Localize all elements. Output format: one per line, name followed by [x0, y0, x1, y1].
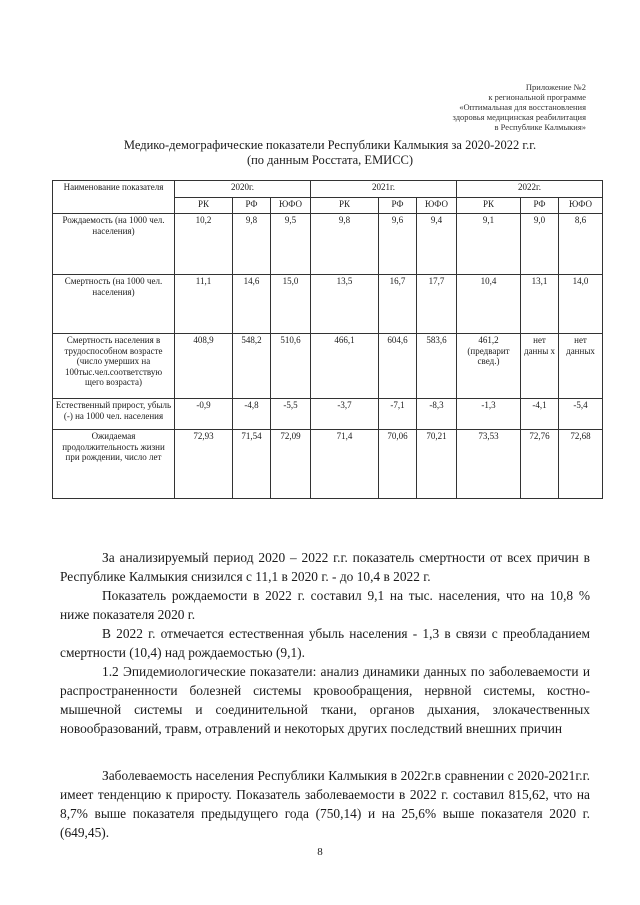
table-cell: 14,0: [559, 275, 603, 334]
table-cell: 11,1: [175, 275, 233, 334]
year-header: 2022г.: [457, 181, 603, 198]
row-label: Ожидаемая продолжительность жизни при рождении, число лет: [53, 430, 175, 499]
table-cell: 13,1: [521, 275, 559, 334]
title-subline: (по данным Росстата, ЕМИСС): [246, 153, 414, 167]
table-cell: 583,6: [417, 334, 457, 399]
paragraph: Заболеваемость населения Республики Калмыкия в 2022г.в сравнении с 2020-2021г.г. имеет тенденцию к приросту. Показатель заболеваемости в 2022 г. составил 815,62, что на 8,7% выше показателя предыдущего года (750,14) и на 25,6% выше показателя 2020 г. (649,45).: [60, 768, 590, 840]
row-label: Смертность населения в трудоспособном возрасте (число умерших на 100тыс.чел.соответствую щего возраста): [53, 334, 175, 399]
row-label: Рождаемость (на 1000 чел. населения): [53, 214, 175, 275]
year-header: 2021г.: [311, 181, 457, 198]
morbidity-text: [60, 766, 590, 842]
paragraph: Показатель рождаемости в 2022 г. составил 9,1 на тыс. населения, что на 10,8 % ниже показателя 2020 г.: [60, 588, 590, 622]
table-cell: 408,9: [175, 334, 233, 399]
table-cell: 9,5: [271, 214, 311, 275]
indicator-header: Наименование показателя: [53, 181, 175, 214]
table-cell: 73,53: [457, 430, 521, 499]
table-cell: 9,8: [233, 214, 271, 275]
region-header: РФ: [379, 198, 417, 214]
table-cell: 466,1: [311, 334, 379, 399]
region-header: ЮФО: [559, 198, 603, 214]
table-cell: 604,6: [379, 334, 417, 399]
row-label: Естественный прирост, убыль (-) на 1000 чел. населения: [53, 399, 175, 430]
table-cell: -5,5: [271, 399, 311, 430]
table-cell: 8,6: [559, 214, 603, 275]
table-cell: 10,4: [457, 275, 521, 334]
page-number: 8: [317, 846, 323, 858]
table-cell: 16,7: [379, 275, 417, 334]
table-cell: 9,0: [521, 214, 559, 275]
table-cell: 72,76: [521, 430, 559, 499]
appendix-note: [356, 82, 586, 132]
table-cell: 72,68: [559, 430, 603, 499]
region-header: РК: [311, 198, 379, 214]
table-cell: 72,93: [175, 430, 233, 499]
appendix-line: здоровья медицинская реабилитация: [452, 112, 586, 122]
document-title: [60, 138, 600, 168]
table-row: [53, 399, 603, 430]
demographic-table: [52, 180, 603, 499]
appendix-line: в Республике Калмыкия»: [494, 122, 586, 132]
table-cell: 548,2: [233, 334, 271, 399]
analysis-text: [60, 548, 590, 738]
table-cell: 15,0: [271, 275, 311, 334]
table-cell: 10,2: [175, 214, 233, 275]
table-row: [53, 275, 603, 334]
appendix-line: «Оптимальная для восстановления: [459, 102, 586, 112]
table-cell: 9,4: [417, 214, 457, 275]
year-header: 2020г.: [175, 181, 311, 198]
region-header: ЮФО: [271, 198, 311, 214]
region-header: ЮФО: [417, 198, 457, 214]
table-cell: -4,1: [521, 399, 559, 430]
table-cell: -3,7: [311, 399, 379, 430]
table-cell: 9,8: [311, 214, 379, 275]
table-cell: 13,5: [311, 275, 379, 334]
table-cell: 9,6: [379, 214, 417, 275]
table-cell: -0,9: [175, 399, 233, 430]
table-cell: 510,6: [271, 334, 311, 399]
table-cell: 70,06: [379, 430, 417, 499]
row-label: Смертность (на 1000 чел. населения): [53, 275, 175, 334]
table-row: [53, 430, 603, 499]
region-header: РК: [175, 198, 233, 214]
appendix-line: Приложение №2: [525, 82, 586, 92]
paragraph: За анализируемый период 2020 – 2022 г.г. показатель смертности от всех причин в Республике Калмыкия снизился с 11,1 в 2020 г. - до 10,4 в 2022 г.: [60, 550, 590, 584]
table-cell: -5,4: [559, 399, 603, 430]
table-cell: 70,21: [417, 430, 457, 499]
table-cell: -8,3: [417, 399, 457, 430]
region-header: РФ: [233, 198, 271, 214]
table-cell: нет данных: [559, 334, 603, 399]
table-row: [53, 334, 603, 399]
table-cell: -1,3: [457, 399, 521, 430]
table-cell: -4,8: [233, 399, 271, 430]
table-cell: 9,1: [457, 214, 521, 275]
table-cell: 461,2 (предварит свед.): [457, 334, 521, 399]
table-cell: 72,09: [271, 430, 311, 499]
table-cell: 14,6: [233, 275, 271, 334]
table-row: [53, 214, 603, 275]
paragraph: В 2022 г. отмечается естественная убыль населения - 1,3 в связи с преобладанием смертности (10,4) над рождаемостью (9,1).: [60, 626, 590, 660]
subsection-heading: 1.2 Эпидемиологические показатели: анализ динамики данных по заболеваемости и распространенности болезней системы кровообращения, нервной системы, костно-мышечной системы и соединительной ткани, органов дыхания, злокачественных новообразований, травм, отравлений и некоторых других последствий внешних причин: [60, 664, 590, 736]
region-header: РФ: [521, 198, 559, 214]
region-header: РК: [457, 198, 521, 214]
table-cell: -7,1: [379, 399, 417, 430]
table-cell: 71,54: [233, 430, 271, 499]
appendix-line: к региональной программе: [488, 92, 586, 102]
table-cell: 71,4: [311, 430, 379, 499]
title-line: Медико-демографические показатели Республики Калмыкия за 2020-2022 г.г.: [123, 138, 537, 152]
table-cell: 17,7: [417, 275, 457, 334]
table-cell: нет данны х: [521, 334, 559, 399]
